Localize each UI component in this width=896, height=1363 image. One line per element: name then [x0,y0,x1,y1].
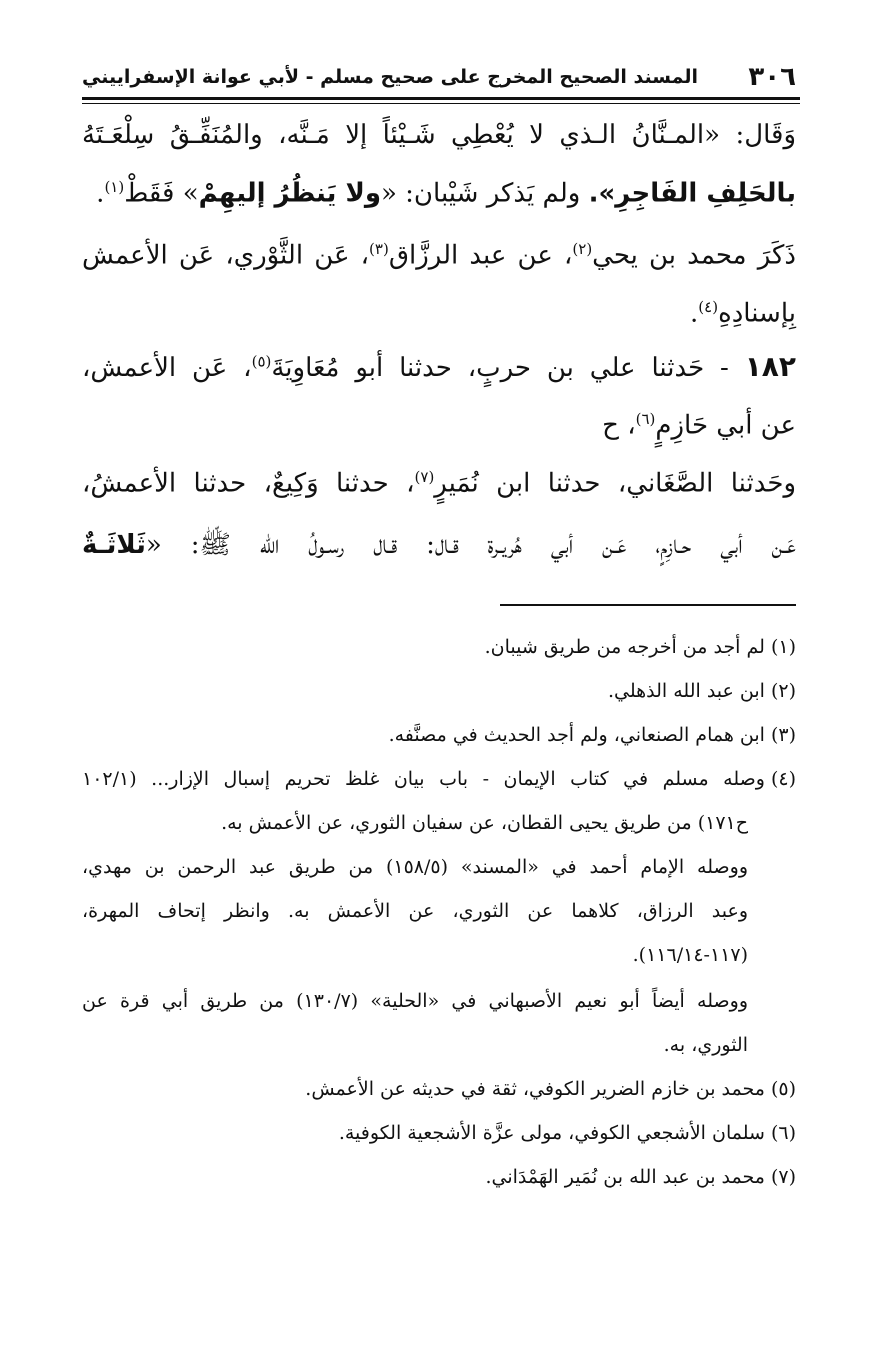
footnote-ref-3: (٣) [369,240,389,258]
running-title: المسند الصحيح المخرج على صحيح مسلم - لأبي عوانة الإسفراييني [82,66,698,88]
footnote-3 [82,724,796,746]
footnote-4-line-4 [82,900,748,922]
body-line-4 [82,298,796,329]
page-header [82,58,800,98]
hadith-number: ١٨٢ [744,350,796,383]
footnote-ref-6: (٦) [635,410,656,428]
footnote-6 [82,1122,796,1144]
body-line-1 [82,120,796,150]
header-rule [82,97,800,100]
footnote-text: ابن عبد الله الذهلي. [607,680,765,702]
footnote-ref-4: (٤) [698,298,719,316]
footnote-text: محمد بن خازم الضرير الكوفي، ثقة في حديثه عن الأعمش. [305,1078,765,1100]
footnote-2 [82,680,796,702]
footnote-text: وصله مسلم في كتاب الإيمان - باب بيان غلظ تحريم إسبال الإزار... (١٠٢/١ [82,768,765,790]
footnote-1 [82,636,796,658]
footnote-4-line-3 [82,856,748,878]
body-line-2-mid: ولم يَذكر شَيْبان: « [381,178,589,209]
footnote-number: (٣) [770,724,796,746]
body-line-2-end: » فَقَطْ [124,178,199,209]
footnote-text: الثوري، به. [663,1034,748,1056]
footnote-5 [82,1078,796,1100]
footnote-4-line-6 [82,990,748,1012]
body-line-5 [82,350,796,383]
body-line-1-text: وَقَال: «المـنَّانُ الـذي لا يُعْطِي شَـيْئاً إلا مَـنَّه، والمُنَفِّـقُ سِلْعَـتَهُ [82,120,796,150]
footnote-7 [82,1166,796,1188]
body-line-2-tail: . [96,178,105,209]
footnote-4-line-5 [82,944,748,966]
footnote-text: ابن همام الصنعاني، ولم أجد الحديث في مصنَّفه. [388,724,765,746]
footnote-separator [500,604,796,606]
footnote-text: ووصله أيضاً أبو نعيم الأصبهاني في «الحلية» (١٣٠/٧) من طريق أبي قرة عن [82,990,748,1012]
footnote-text: لم أجد من أخرجه من طريق شيبان. [484,636,765,658]
body-line-8-bold: ثَلاثَـةٌ [82,530,146,560]
footnote-4-line-2 [82,812,748,834]
footnote-4 [82,768,796,790]
footnote-4-line-7 [82,1034,748,1056]
footnote-text: سلمان الأشجعي الكوفي، مولى عزَّة الأشجعية الكوفية. [338,1122,765,1144]
body-line-3-a: ذَكَرَ محمد بن يحي [592,240,796,271]
body-line-3-c: ، عَن الثَّوْري، عَن الأعمش [82,240,370,271]
footnote-ref-1: (١) [104,178,125,196]
footnote-text: ووصله الإمام أحمد في «المسند» (١٥٨/٥) من طريق عبد الرحمن بن مهدي، [82,856,748,878]
body-line-6-a: عن أبي حَازِمٍ [655,410,796,441]
footnote-number: (٦) [770,1122,796,1144]
body-line-3-b: ، عن عبد الرزَّاق [388,240,573,271]
body-line-8-a: عَـن أبي حـازِمٍ، عَـن أبي هُريـرة قـال: قـال رسـولُ الله ﷺ: « [145,530,796,560]
body-line-7-a: وحَدثنا الصَّغَاني، حدثنا ابن نُمَيرٍ [434,468,796,499]
footnote-number: (٧) [770,1166,796,1188]
body-line-4-b: . [690,298,699,329]
footnote-number: (١) [770,636,796,658]
body-line-2 [82,178,796,209]
footnote-number: (٤) [770,768,796,790]
body-line-2-bold-quote: ولا يَنظُرُ إليهِمْ [198,178,381,209]
footnote-number: (٥) [770,1078,796,1100]
body-line-3 [82,240,796,271]
footnote-text: ح١٧١) من طريق يحيى القطان، عن سفيان الثوري، عن الأعمش به. [221,812,748,834]
footnote-text: (١١٧-١١٦/١٤). [632,944,748,966]
footnote-text: وعبد الرزاق، كلاهما عن الثوري، عن الأعمش به. وانظر إتحاف المهرة، [82,900,748,922]
footnote-ref-7: (٧) [414,468,435,486]
body-line-5-a: - حَدثنا علي بن حربٍ، حدثنا أبو مُعَاوِيَةَ [271,353,745,383]
footnote-number: (٢) [770,680,796,702]
body-line-2-bold: بالحَلِفِ الفَاجِرِ». [588,178,796,209]
body-line-6-b: ، ح [602,410,636,441]
body-line-4-a: بِإسنادِهِ [718,298,796,329]
body-line-7-b: ، حدثنا وَكِيعٌ، حدثنا الأعمشُ، [82,468,415,499]
footnote-text: محمد بن عبد الله بن نُمَير الهَمْدَاني. [485,1166,765,1188]
body-line-5-b: ، عَن الأعمش، [82,353,252,383]
footnote-ref-2: (٢) [572,240,593,258]
body-line-6 [82,410,796,441]
body-line-7 [82,468,796,499]
footnote-ref-5: (٥) [251,352,272,371]
body-line-8 [82,528,796,566]
page-number: ٣٠٦ [748,62,796,92]
header-rule-thin [82,103,800,104]
